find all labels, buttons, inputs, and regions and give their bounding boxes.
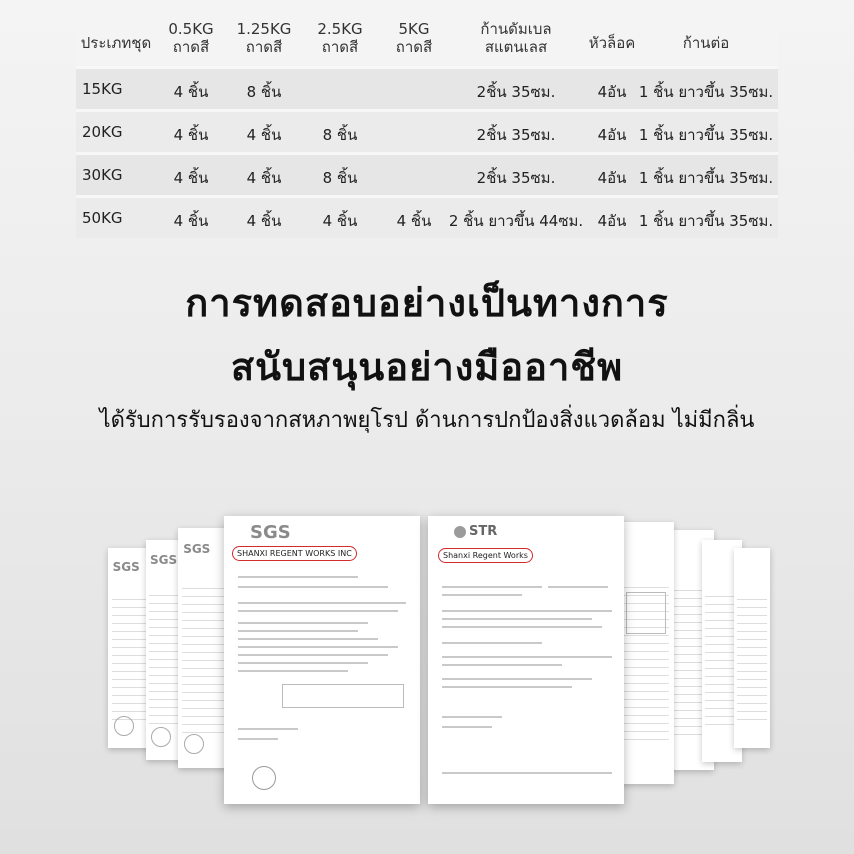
table-cell: 8 ชิ้น xyxy=(322,126,358,144)
table-cell: 15KG xyxy=(82,80,123,98)
sgs-certificate xyxy=(224,516,420,804)
table-cell: 4 ชิ้น xyxy=(173,212,209,230)
table-cell: 4 ชิ้น xyxy=(396,212,432,230)
table-row xyxy=(76,109,778,152)
certificate-page: SGS xyxy=(178,528,230,768)
table-cell: 4 ชิ้น xyxy=(246,212,282,230)
str-logo-icon xyxy=(454,526,466,538)
table-cell: 2ชิ้น 35ซม. xyxy=(476,126,556,144)
table-cell: 8 ชิ้น xyxy=(322,169,358,187)
certification-subline: ได้รับการรับรองจากสหภาพยุโรป ด้านการปกป้องสิ่งแวดล้อม ไม่มีกลิ่น xyxy=(99,408,755,433)
headline-line-1: การทดสอบอย่างเป็นทางการ xyxy=(185,281,669,325)
table-cell: 4 ชิ้น xyxy=(246,126,282,144)
certificate-page xyxy=(734,548,770,748)
header-handle: ก้านดัมเบล สแตนเลส xyxy=(480,20,552,56)
table-cell: 4 ชิ้น xyxy=(173,126,209,144)
str-certificate xyxy=(428,516,624,804)
header-1-25kg: 1.25KG ถาดสี xyxy=(236,20,292,56)
header-connector: ก้านต่อ xyxy=(682,34,730,52)
table-cell: 4อัน xyxy=(597,212,627,230)
sgs-company-highlight: SHANXI REGENT WORKS INC xyxy=(232,546,357,561)
table-cell: 4 ชิ้น xyxy=(246,169,282,187)
certificate-page: SGS xyxy=(146,540,186,760)
headline-line-2: สนับสนุนอย่างมืออาชีพ xyxy=(230,345,624,389)
header-set-type: ประเภทชุด xyxy=(80,34,152,52)
spec-table xyxy=(76,14,778,238)
table-cell: 8 ชิ้น xyxy=(246,83,282,101)
table-cell: 30KG xyxy=(82,166,123,184)
table-cell: 50KG xyxy=(82,209,123,227)
table-cell: 4อัน xyxy=(597,169,627,187)
table-cell: 4อัน xyxy=(597,126,627,144)
table-row xyxy=(76,66,778,109)
table-cell: 4 ชิ้น xyxy=(173,83,209,101)
table-cell: 1 ชิ้น ยาวขึ้น 35ซม. xyxy=(638,126,774,144)
header-lock-nut: หัวล็อค xyxy=(588,34,636,52)
table-row xyxy=(76,195,778,238)
certificate-fan xyxy=(0,500,854,854)
table-cell: 1 ชิ้น ยาวขึ้น 35ซม. xyxy=(638,83,774,101)
seal-icon xyxy=(252,766,276,790)
table-cell: 4 ชิ้น xyxy=(322,212,358,230)
table-cell: 2ชิ้น 35ซม. xyxy=(476,83,556,101)
table-cell: 20KG xyxy=(82,123,123,141)
table-cell: 2 ชิ้น ยาวขึ้น 44ซม. xyxy=(448,212,584,230)
certificate-page xyxy=(616,522,674,784)
table-cell: 4 ชิ้น xyxy=(173,169,209,187)
header-0-5kg: 0.5KG ถาดสี xyxy=(168,20,214,56)
table-cell: 4อัน xyxy=(597,83,627,101)
header-2-5kg: 2.5KG ถาดสี xyxy=(317,20,363,56)
table-row xyxy=(76,152,778,195)
certificate-page: SGS xyxy=(108,548,154,748)
table-cell: 1 ชิ้น ยาวขึ้น 35ซม. xyxy=(638,212,774,230)
str-company-highlight: Shanxi Regent Works xyxy=(438,548,533,563)
sgs-logo: SGS xyxy=(250,522,291,543)
table-cell: 1 ชิ้น ยาวขึ้น 35ซม. xyxy=(638,169,774,187)
header-5kg: 5KG ถาดสี xyxy=(395,20,433,56)
spec-table-header xyxy=(76,14,778,66)
str-logo: STR xyxy=(454,524,497,539)
table-cell: 2ชิ้น 35ซม. xyxy=(476,169,556,187)
